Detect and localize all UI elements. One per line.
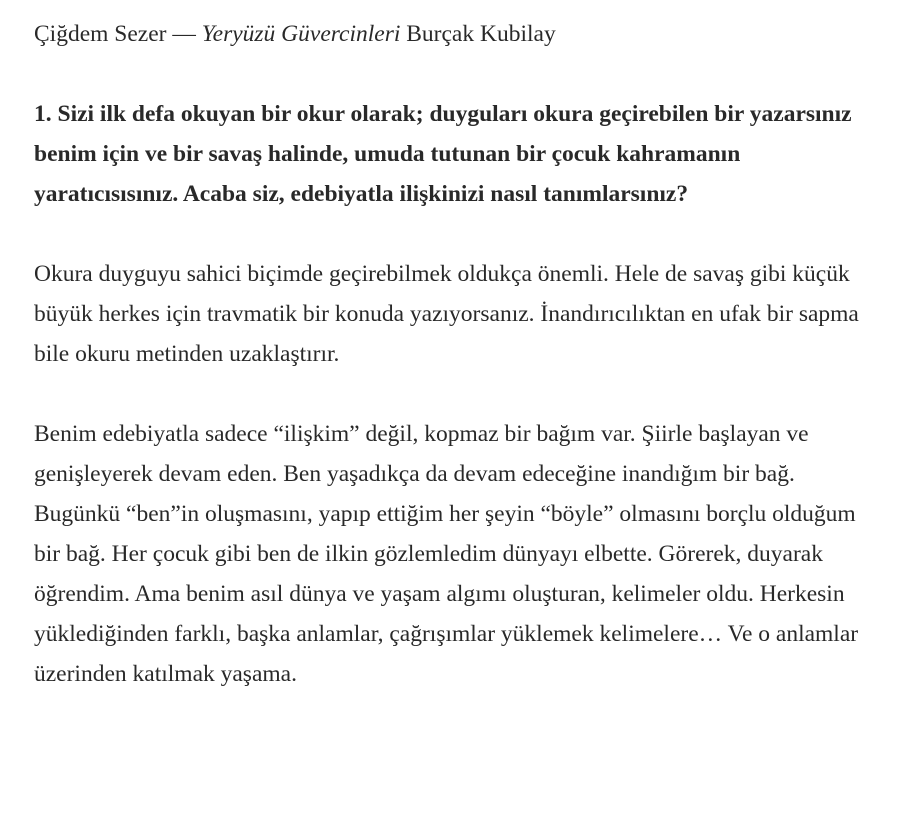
answer-paragraph-2: Benim edebiyatla sadece “ilişkim” değil, kopmaz bir bağım var. Şiirle başlayan ve genişleyerek devam eden. Ben yaşadıkça da devam edeceğine inandığım bir bağ. Bugünkü “ben”in oluşmasını, yapıp ettiğim her şeyin “böyle” olmasını borçlu olduğum bir bağ. Her çocuk gibi ben de ilkin gözlemledim dünyayı elbette. Görerek, duyarak öğrendim. Ama benim asıl dünya ve yaşam algımı oluşturan, kelimeler oldu. Herkesin yüklediğinden farklı, başka anlamlar, çağrışımlar yüklemek kelimelere… Ve o anlamlar üzerinden katılmak yaşama.: [34, 421, 859, 687]
byline: [34, 14, 884, 54]
article-body: [34, 14, 884, 694]
byline-author: Çiğdem Sezer: [34, 21, 167, 47]
answer-paragraph-1: Okura duyguyu sahici biçimde geçirebilmek oldukça önemli. Hele de savaş gibi küçük büyük herkes için travmatik bir konuda yazıyorsanız. İnandırıcılıktan en ufak bir sapma bile okuru metinden uzaklaştırır.: [34, 261, 859, 367]
byline-interviewer: Burçak Kubilay: [406, 21, 556, 47]
byline-book-title: Yeryüzü Güvercinleri: [201, 21, 401, 47]
byline-dash: —: [172, 21, 196, 47]
interview-question: 1. Sizi ilk defa okuyan bir okur olarak; duyguları okura geçirebilen bir yazarsınız benim için ve bir savaş halinde, umuda tutunan bir çocuk kahramanın yaratıcısısınız. Acaba siz, edebiyatla ilişkinizi nasıl tanımlarsınız?: [34, 101, 852, 207]
